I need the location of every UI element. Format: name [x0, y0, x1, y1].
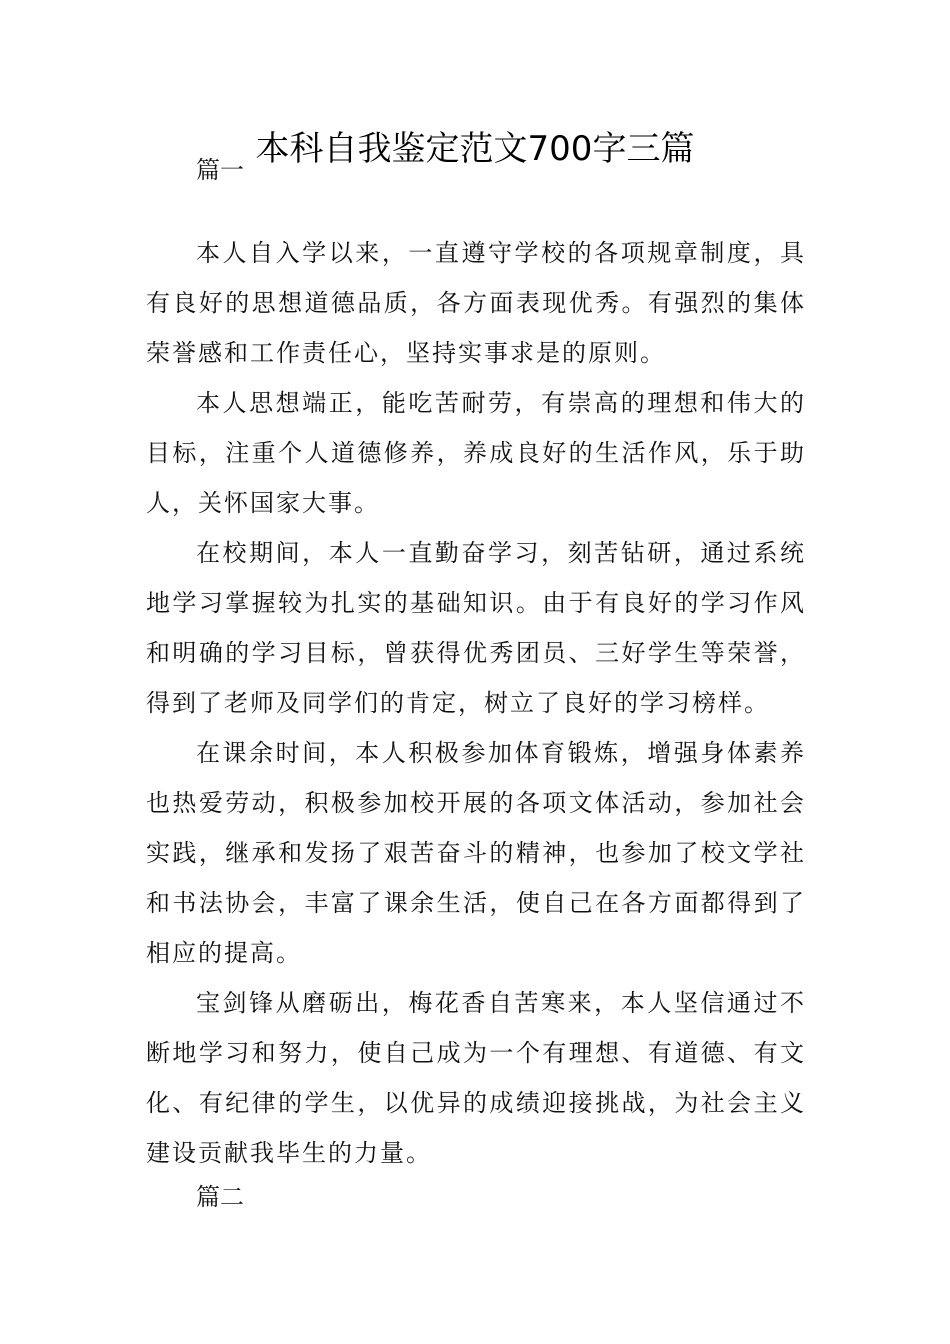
section-heading-two: 篇二	[196, 1183, 244, 1211]
paragraph: 本人自入学以来，一直遵守学校的各项规章制度，具有良好的思想道德品质，各方面表现优秀。有强烈的集体荣誉感和工作责任心，坚持实事求是的原则。	[146, 239, 806, 367]
paragraph: 在课余时间，本人积极参加体育锻炼，增强身体素养也热爱劳动，积极参加校开展的各项文体活动，参加社会实践，继承和发扬了艰苦奋斗的精神，也参加了校文学社和书法协会，丰富了课余生活，使自己在各方面都得到了相应的提高。	[146, 739, 806, 967]
document-title: 本科自我鉴定范文700字三篇	[255, 129, 695, 169]
section-heading-one: 篇一	[196, 156, 244, 184]
paragraph: 本人思想端正，能吃苦耐劳，有崇高的理想和伟大的目标，注重个人道德修养，养成良好的生活作风，乐于助人，关怀国家大事。	[146, 389, 806, 517]
paragraph: 宝剑锋从磨砺出，梅花香自苦寒来，本人坚信通过不断地学习和努力，使自己成为一个有理想、有道德、有文化、有纪律的学生，以优异的成绩迎接挑战，为社会主义建设贡献我毕生的力量。	[146, 989, 806, 1167]
body-text	[146, 228, 806, 1178]
paragraph: 在校期间，本人一直勤奋学习，刻苦钻研，通过系统地学习掌握较为扎实的基础知识。由于有良好的学习作风和明确的学习目标，曾获得优秀团员、三好学生等荣誉，得到了老师及同学们的肯定，树立了良好的学习榜样。	[146, 539, 806, 717]
